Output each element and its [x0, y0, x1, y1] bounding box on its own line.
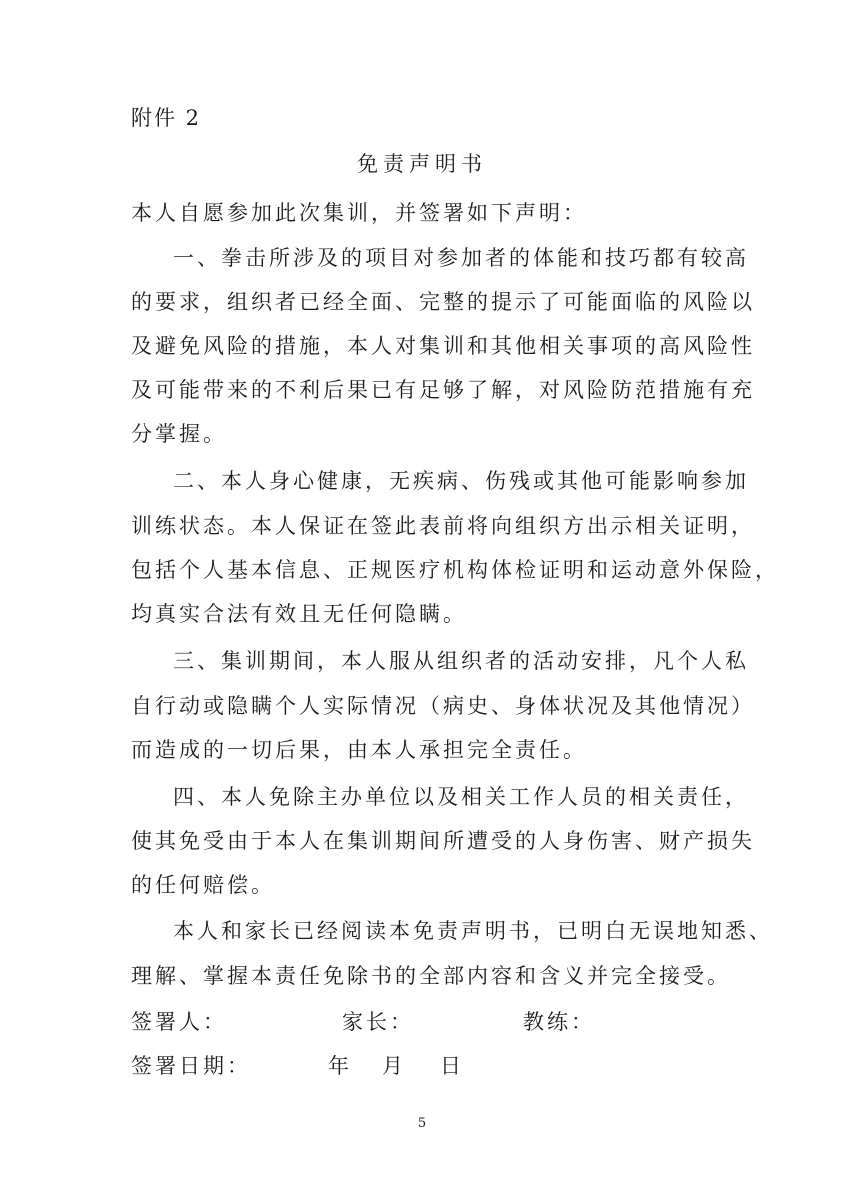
intro-line: 本人自愿参加此次集训，并签署如下声明：: [131, 201, 587, 225]
page-number: 5: [417, 1116, 427, 1131]
clause-2-line-4: 均真实合法有效且无任何隐瞒。: [131, 602, 467, 626]
clause-3-line-2: 自行动或隐瞒个人实际情况（病史、身体状况及其他情况）: [131, 694, 755, 718]
clause-4-line-1: 四、本人免除主办单位以及相关工作人员的相关责任，: [173, 785, 749, 809]
coach-label: 教练：: [523, 1010, 595, 1034]
clause-2-line-1: 二、本人身心健康，无疾病、伤残或其他可能影响参加: [173, 469, 749, 493]
signer-label: 签署人：: [131, 1010, 227, 1034]
clause-3-line-3: 而造成的一切后果，由本人承担完全责任。: [131, 738, 587, 762]
month-label: 月: [382, 1054, 406, 1078]
clause-4-line-3: 的任何赔偿。: [131, 873, 275, 897]
clause-2-line-3: 包括个人基本信息、正规医疗机构体检证明和运动意外保险，: [131, 558, 779, 582]
clause-1-line-1: 一、拳击所涉及的项目对参加者的体能和技巧都有较高: [173, 246, 749, 270]
clause-1-line-5: 分掌握。: [131, 422, 227, 446]
year-label: 年: [328, 1054, 352, 1078]
date-label: 签署日期：: [131, 1054, 251, 1078]
clause-1-line-2: 的要求，组织者已经全面、完整的提示了可能面临的风险以: [131, 290, 755, 314]
clause-2-line-2: 训练状态。本人保证在签此表前将向组织方出示相关证明，: [131, 514, 755, 538]
acknowledgement-line-1: 本人和家长已经阅读本免责声明书，已明白无误地知悉、: [173, 919, 773, 943]
attachment-label: 附件 2: [131, 106, 202, 130]
clause-1-line-3: 及避免风险的措施，本人对集训和其他相关事项的高风险性: [131, 334, 755, 358]
acknowledgement-line-2: 理解、掌握本责任免除书的全部内容和含义并完全接受。: [131, 964, 731, 988]
clause-3-line-1: 三、集训期间，本人服从组织者的活动安排，凡个人私: [173, 649, 749, 673]
parent-label: 家长：: [342, 1010, 414, 1034]
document-title: 免责声明书: [357, 152, 487, 176]
clause-4-line-2: 使其免受由于本人在集训期间所遭受的人身伤害、财产损失: [131, 829, 755, 853]
day-label: 日: [440, 1054, 464, 1078]
clause-1-line-4: 及可能带来的不利后果已有足够了解，对风险防范措施有充: [131, 378, 755, 402]
